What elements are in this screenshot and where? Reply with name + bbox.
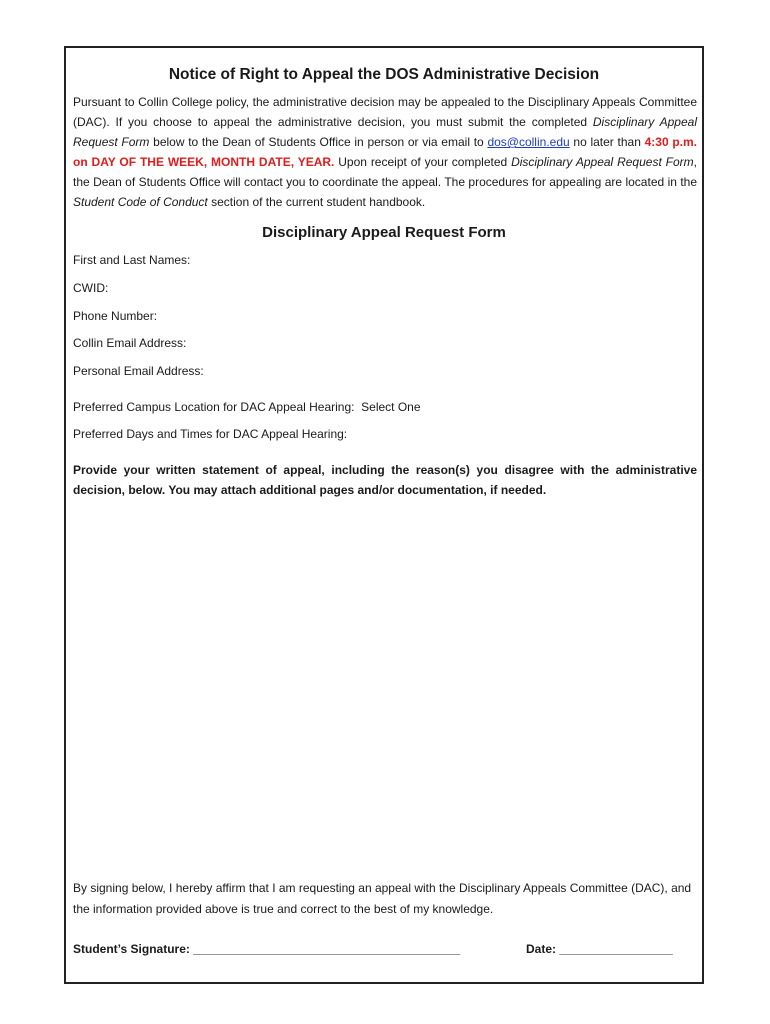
form-name-ref-1: Disciplinary Appeal Request Form bbox=[73, 115, 697, 149]
form-name-ref-2: Disciplinary Appeal Request Form bbox=[511, 155, 694, 169]
statement-instructions: Provide your written statement of appeal, including the reason(s) you disagree with the administrative decision, below. You may attach additional pages and/or documentation, if needed. bbox=[73, 463, 697, 497]
personal-email-field[interactable] bbox=[73, 364, 204, 378]
times-label: Preferred Days and Times for DAC Appeal Hearing: bbox=[73, 427, 348, 441]
personal-email-label: Personal Email Address: bbox=[73, 364, 204, 378]
notice-title: Notice of Right to Appeal the DOS Administrative Decision bbox=[168, 66, 600, 83]
campus-select[interactable]: Select One bbox=[361, 400, 421, 414]
cwid-label: CWID: bbox=[73, 281, 109, 295]
collin-email-field[interactable] bbox=[73, 336, 186, 350]
names-label: First and Last Names: bbox=[73, 253, 191, 267]
notice-text-2: below to the Dean of Students Office in person or via email to bbox=[149, 135, 488, 149]
affirmation-text: By signing below, I hereby affirm that I am requesting an appeal with the Disciplinary Appeals Committee (DAC), and the information provided above is true and correct to the best of my knowledge. bbox=[73, 881, 692, 916]
campus-label: Preferred Campus Location for DAC Appeal Hearing: bbox=[73, 400, 355, 414]
email-link[interactable]: dos@collin.edu bbox=[487, 135, 570, 149]
phone-field[interactable] bbox=[73, 309, 157, 323]
signature-line[interactable]: Student’s Signature: ________________________________________ bbox=[73, 942, 461, 956]
statement-response-area[interactable] bbox=[73, 506, 697, 866]
phone-label: Phone Number: bbox=[73, 309, 158, 323]
notice-text-6: section of the current student handbook. bbox=[207, 195, 426, 209]
cwid-field[interactable] bbox=[73, 281, 108, 295]
code-of-conduct-ref: Student Code of Conduct bbox=[73, 195, 208, 209]
collin-email-label: Collin Email Address: bbox=[73, 336, 187, 350]
document-frame bbox=[64, 46, 704, 984]
campus-field bbox=[73, 400, 421, 414]
form-title: Disciplinary Appeal Request Form bbox=[262, 224, 506, 241]
notice-text-3: no later than bbox=[569, 135, 645, 149]
notice-text-5: , the Dean of Students Office will contact you to coordinate the appeal. The procedures for appealing are located in the bbox=[73, 155, 697, 189]
notice-text-1: Pursuant to Collin College policy, the administrative decision may be appealed to the Disciplinary Appeals Committee (DAC). If you choose to appeal the administrative decision, you must submit the completed bbox=[73, 95, 697, 129]
names-field[interactable] bbox=[73, 253, 190, 267]
date-line[interactable]: Date: _________________ bbox=[526, 942, 673, 956]
times-field[interactable] bbox=[73, 427, 347, 441]
deadline-text: 4:30 p.m. on DAY OF THE WEEK, MONTH DATE, YEAR. bbox=[73, 135, 697, 169]
notice-paragraph bbox=[73, 92, 697, 212]
notice-text-4: Upon receipt of your completed bbox=[334, 155, 512, 169]
